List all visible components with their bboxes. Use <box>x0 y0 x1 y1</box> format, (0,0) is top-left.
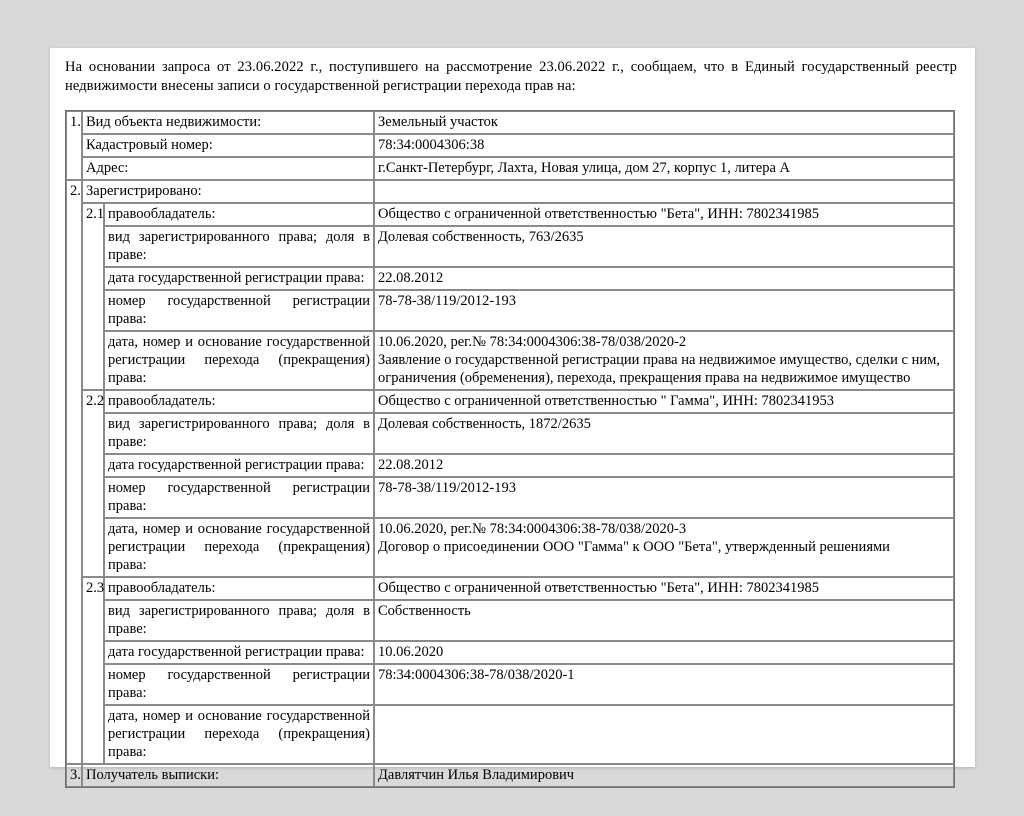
field-label: вид зарегистрированного права; доля в праве: <box>104 600 374 641</box>
field-value: 10.06.2020, рег.№ 78:34:0004306:38-78/038/2020-3 Договор о присоединении ООО "Гамма" к ООО "Бета", утвержденный решениями <box>374 518 954 577</box>
field-value: 22.08.2012 <box>374 454 954 477</box>
table-row <box>66 477 954 518</box>
registry-table <box>65 110 955 788</box>
field-label: Вид объекта недвижимости: <box>82 111 374 134</box>
field-value: 78-78-38/119/2012-193 <box>374 477 954 518</box>
field-label: дата государственной регистрации права: <box>104 641 374 664</box>
table-row <box>66 413 954 454</box>
field-value: Общество с ограниченной ответственностью "Бета", ИНН: 7802341985 <box>374 577 954 600</box>
table-row <box>66 641 954 664</box>
field-value: Долевая собственность, 1872/2635 <box>374 413 954 454</box>
field-value: 10.06.2020 <box>374 641 954 664</box>
field-label: правообладатель: <box>104 203 374 226</box>
table-row <box>66 331 954 390</box>
item-number: 3. <box>66 764 82 787</box>
field-label: дата, номер и основание государственной регистрации перехода (прекращения) права: <box>104 331 374 390</box>
table-row <box>66 764 954 787</box>
table-row <box>66 267 954 290</box>
sub-item-number: 2.3 <box>82 577 104 764</box>
field-label: номер государственной регистрации права: <box>104 477 374 518</box>
field-value <box>374 705 954 764</box>
sub-item-number: 2.1 <box>82 203 104 390</box>
table-row <box>66 203 954 226</box>
field-label: номер государственной регистрации права: <box>104 290 374 331</box>
table-row <box>66 390 954 413</box>
table-row <box>66 134 954 157</box>
table-row <box>66 111 954 134</box>
field-label: Кадастровый номер: <box>82 134 374 157</box>
table-row <box>66 705 954 764</box>
field-label: дата, номер и основание государственной регистрации перехода (прекращения) права: <box>104 705 374 764</box>
table-row <box>66 518 954 577</box>
table-row <box>66 664 954 705</box>
field-label: дата государственной регистрации права: <box>104 267 374 290</box>
field-value: Земельный участок <box>374 111 954 134</box>
field-label: Зарегистрировано: <box>82 180 374 203</box>
field-label: дата, номер и основание государственной регистрации перехода (прекращения) права: <box>104 518 374 577</box>
field-label: Адрес: <box>82 157 374 180</box>
intro-paragraph: На основании запроса от 23.06.2022 г., поступившего на рассмотрение 23.06.2022 г., сообщаем, что в Единый государственный реестр недвижимости внесены записи о государственной регистрации перехода прав на: <box>65 59 957 94</box>
table-row <box>66 290 954 331</box>
table-row <box>66 226 954 267</box>
item-number: 2. <box>66 180 82 764</box>
field-label: вид зарегистрированного права; доля в праве: <box>104 226 374 267</box>
field-label: Получатель выписки: <box>82 764 374 787</box>
sub-item-number: 2.2 <box>82 390 104 577</box>
table-row <box>66 577 954 600</box>
field-value <box>374 180 954 203</box>
field-value: 10.06.2020, рег.№ 78:34:0004306:38-78/038/2020-2 Заявление о государственной регистрации права на недвижимое имущество, сделки с ним, ограничения (обременения), перехода, прекращения права на недвижимое имущество <box>374 331 954 390</box>
field-value: 78:34:0004306:38 <box>374 134 954 157</box>
item-number: 1. <box>66 111 82 180</box>
field-value: Долевая собственность, 763/2635 <box>374 226 954 267</box>
field-value: Общество с ограниченной ответственностью " Гамма", ИНН: 7802341953 <box>374 390 954 413</box>
field-value: Общество с ограниченной ответственностью "Бета", ИНН: 7802341985 <box>374 203 954 226</box>
field-value: 22.08.2012 <box>374 267 954 290</box>
field-value: 78-78-38/119/2012-193 <box>374 290 954 331</box>
field-value: 78:34:0004306:38-78/038/2020-1 <box>374 664 954 705</box>
table-row <box>66 600 954 641</box>
document-page <box>50 48 975 783</box>
table-row <box>66 180 954 203</box>
field-label: дата государственной регистрации права: <box>104 454 374 477</box>
table-row <box>66 454 954 477</box>
field-label: правообладатель: <box>104 577 374 600</box>
field-value: Давлятчин Илья Владимирович <box>374 764 954 787</box>
field-label: номер государственной регистрации права: <box>104 664 374 705</box>
field-value: г.Санкт-Петербург, Лахта, Новая улица, дом 27, корпус 1, литера А <box>374 157 954 180</box>
field-label: правообладатель: <box>104 390 374 413</box>
field-label: вид зарегистрированного права; доля в праве: <box>104 413 374 454</box>
field-value: Собственность <box>374 600 954 641</box>
table-row <box>66 157 954 180</box>
